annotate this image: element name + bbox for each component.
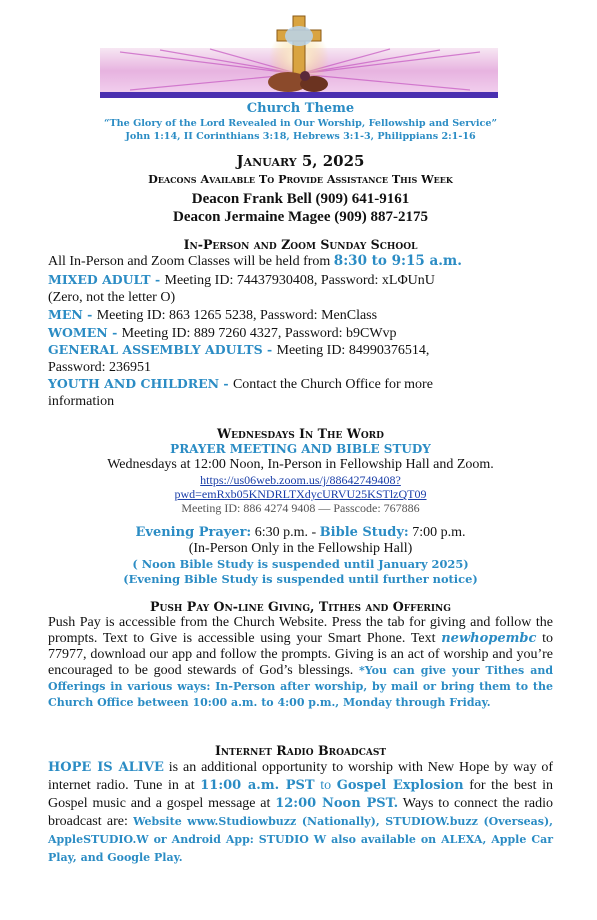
radio-t4: Ways to connect the radio broadcast are: [48,796,553,829]
radio-t2: to [314,778,337,793]
notice: ( Noon Bible Study is suspended until January 2025) [132,557,469,571]
bulletin-date: January 5, 2025 [236,152,365,170]
class-text: information [48,393,115,409]
sunday-school-section [48,237,553,410]
evening-prayer-time: 6:30 p.m. - [251,525,320,540]
notice: (Evening Bible Study is suspended until further notice) [123,572,478,586]
deacons-heading: Deacons Available To Provide Assistance This Week [148,172,453,186]
bible-study-label: Bible Study: [319,525,409,540]
class-item [48,342,553,376]
class-text: Password: 236951 [48,359,152,375]
giving-section [48,599,553,711]
radio-t1: is an additional opportunity to worship with New Hope by way of internet radio. Tune in at [48,760,553,793]
radio-text [48,759,553,867]
class-item [48,376,553,410]
class-text: Contact the Church Office for more [232,377,433,392]
wednesdays-text: Wednesdays at 12:00 Noon, In-Person in Fellowship Hall and Zoom. [107,457,494,472]
radio-show: Gospel Explosion [336,778,464,793]
class-label: MEN - [48,307,97,322]
zoom-link[interactable]: https://us06web.zoom.us/j/88642749408? [200,473,401,487]
giving-text [48,615,553,711]
in-person-note: (In-Person Only in the Fellowship Hall) [188,541,413,556]
class-text: Meeting ID: 889 7260 4327, Password: b9CWvp [121,325,397,341]
radio-time: 11:00 a.m. PST [200,778,315,793]
class-item [48,307,553,325]
deacon-name: Deacon Jermaine Magee (909) 887-2175 [173,209,428,225]
class-label: YOUTH AND CHILDREN - [48,376,233,391]
wednesdays-heading: Wednesdays In The Word [217,426,384,441]
giving-options: *You can give your Tithes and Offerings in various ways: In-Person after worship, by mail or bring them to the Church Office between 10:00 a.m. to 4:00 p.m., Monday through Friday. [48,664,554,709]
class-text: Meeting ID: 863 1265 5238, Password: MenClass [96,308,378,323]
class-text: Meeting ID: 84990376514, [276,343,430,358]
class-item [48,272,553,306]
class-label: GENERAL ASSEMBLY ADULTS - [48,342,277,357]
class-text: Meeting ID: 74437930408, Password: xLΦUnU [164,273,435,288]
giving-p1: Push Pay is accessible from the Church Website. Press the tab for giving and follow the prompts. Text to Give is accessible using your Smart Phone. Text [48,615,553,646]
giving-heading: Push Pay On-line Giving, Tithes and Offering [150,599,451,614]
evening-schedule [48,524,553,541]
wednesdays-section [48,426,553,587]
radio-ways: Website www.Studiowbuzz (Nationally), STUDIOW.buzz (Overseas), AppleSTUDIO.W or Android App: STUDIO W also available on ALEXA, Apple Car Play, and Google Play. [48,815,553,864]
radio-heading: Internet Radio Broadcast [214,743,387,758]
evening-prayer-label: Evening Prayer: [135,525,252,540]
radio-lead: HOPE IS ALIVE [48,760,164,775]
sunday-school-heading: In-Person and Zoom Sunday School [183,237,418,252]
class-text: (Zero, not the letter O) [48,289,176,305]
deacon-name: Deacon Frank Bell (909) 641-9161 [191,191,410,207]
class-label: WOMEN - [48,324,122,340]
intro-text: All In-Person and Zoom Classes will be held from [48,254,334,269]
church-banner-image [100,14,498,102]
theme-title: Church Theme [246,101,355,116]
wednesdays-subheading: PRAYER MEETING AND BIBLE STUDY [170,442,431,456]
class-label: MIXED ADULT - [48,272,165,287]
theme-quote: “The Glory of the Lord Revealed in Our Worship, Fellowship and Service” [104,118,497,129]
class-item [48,325,553,343]
radio-t3: for the best in Gospel music and a gospel message at [48,778,553,811]
zoom-link[interactable]: pwd=emRxb05KNDRLTXdycURVU25KSTlzQT09 [174,487,427,501]
bible-study-time: 7:00 p.m. [408,525,466,540]
text-keyword: newhopembc [441,631,537,646]
giving-p2: to 77977, download our app and follow the prompts. Giving is an act of worship and you’re encouraged to be good stewards of God’s blessings. [48,631,553,678]
class-time: 8:30 to 9:15 a.m. [333,253,462,269]
radio-section [48,743,553,867]
deacons-section [48,171,553,226]
sunday-school-intro [48,253,553,270]
theme-verses: John 1:14, II Corinthians 3:18, Hebrews 3:1-3, Philippians 2:1-16 [125,131,476,142]
radio-time: 12:00 Noon PST. [275,796,399,811]
church-theme-section [48,101,553,143]
zoom-meeting-id: Meeting ID: 886 4274 9408 — Passcode: 767886 [181,501,420,515]
